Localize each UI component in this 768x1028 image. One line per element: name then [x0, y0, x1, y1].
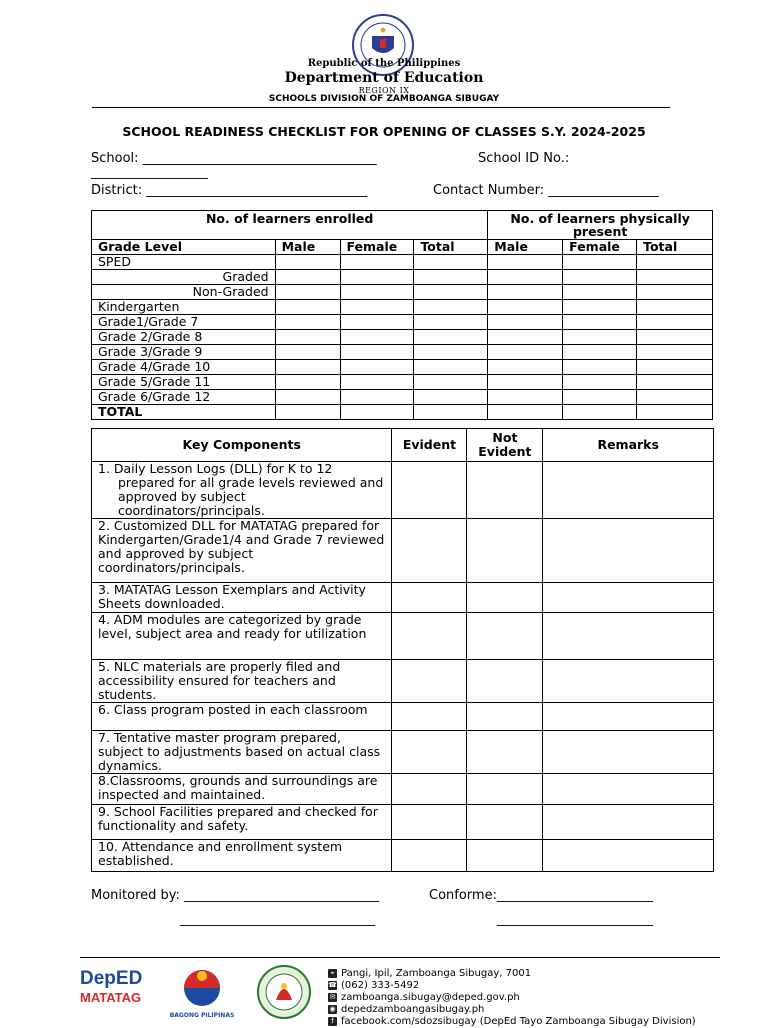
grade-level-cell: Graded	[92, 270, 276, 285]
entry-cell[interactable]	[275, 255, 340, 270]
col-header: Evident	[392, 429, 467, 462]
school-id-label[interactable]: School ID No.:	[478, 151, 570, 166]
entry-cell[interactable]	[563, 285, 637, 300]
table-row	[92, 731, 714, 774]
entry-cell[interactable]	[275, 270, 340, 285]
document-title: SCHOOL READINESS CHECKLIST FOR OPENING OF CLASSES S.Y. 2024-2025	[122, 124, 646, 139]
entry-cell[interactable]	[563, 360, 637, 375]
entry-cell[interactable]	[637, 375, 713, 390]
table-row	[92, 703, 714, 731]
school-field[interactable]: School: ____________________________________	[91, 151, 377, 166]
entry-cell[interactable]	[637, 360, 713, 375]
evident-cell[interactable]	[392, 462, 467, 519]
entry-cell[interactable]	[414, 270, 488, 285]
contact-number-field[interactable]: Contact Number: _________________	[433, 183, 659, 198]
component-cell: 6. Class program posted in each classroom	[92, 703, 392, 731]
bagong-pilipinas-logo	[166, 966, 238, 1018]
remarks-cell[interactable]	[543, 774, 714, 805]
evident-cell[interactable]	[392, 703, 467, 731]
entry-cell[interactable]	[414, 300, 488, 315]
entry-cell[interactable]	[563, 345, 637, 360]
entry-cell[interactable]	[563, 330, 637, 345]
email-icon: ✉	[329, 992, 336, 1001]
region-line: REGION IX	[358, 86, 410, 95]
entry-cell[interactable]	[414, 330, 488, 345]
grade-level-cell: Grade 2/Grade 8	[92, 330, 276, 345]
entry-cell[interactable]	[488, 285, 563, 300]
evident-cell[interactable]	[392, 613, 467, 660]
entry-cell[interactable]	[488, 375, 563, 390]
table-row	[92, 660, 714, 703]
entry-cell[interactable]	[275, 285, 340, 300]
grade-level-cell: Grade 5/Grade 11	[92, 375, 276, 390]
district-field[interactable]: District: __________________________________	[91, 183, 368, 198]
table-row	[92, 300, 713, 315]
remarks-cell[interactable]	[543, 731, 714, 774]
entry-cell[interactable]	[563, 315, 637, 330]
col-header: Male	[275, 240, 340, 255]
header-divider	[92, 107, 670, 108]
entry-cell[interactable]	[563, 390, 637, 405]
remarks-cell[interactable]	[543, 840, 714, 872]
entry-cell[interactable]	[414, 345, 488, 360]
remarks-cell[interactable]	[543, 583, 714, 613]
entry-cell[interactable]	[563, 300, 637, 315]
entry-cell[interactable]	[414, 375, 488, 390]
table-row	[92, 429, 714, 462]
location-icon: ⌖	[328, 969, 337, 978]
republic-line: Republic of the Philippines	[307, 58, 461, 69]
entry-cell[interactable]	[488, 270, 563, 285]
entry-cell[interactable]	[340, 360, 414, 375]
entry-cell[interactable]	[637, 330, 713, 345]
entry-cell[interactable]	[340, 405, 414, 420]
table-row	[92, 211, 713, 240]
facebook-icon: f	[328, 1017, 337, 1026]
enrolled-group-header: No. of learners enrolled	[92, 211, 488, 240]
entry-cell[interactable]	[275, 375, 340, 390]
monitored-by-field[interactable]: Monitored by: ______________________________	[91, 888, 380, 903]
signature-line[interactable]: ________________________	[497, 912, 653, 927]
not-evident-cell[interactable]	[467, 731, 543, 774]
entry-cell[interactable]	[275, 360, 340, 375]
col-header: Female	[340, 240, 414, 255]
entry-cell[interactable]	[488, 315, 563, 330]
entry-cell[interactable]	[340, 285, 414, 300]
conforme-field[interactable]: Conforme:________________________	[429, 888, 653, 903]
entry-cell[interactable]	[488, 300, 563, 315]
table-row	[92, 613, 714, 660]
entry-cell[interactable]	[637, 300, 713, 315]
component-cell: 8.Classrooms, grounds and surroundings are inspected and maintained.	[92, 774, 392, 805]
not-evident-cell[interactable]	[467, 805, 543, 840]
remarks-cell[interactable]	[543, 613, 714, 660]
not-evident-cell[interactable]	[467, 660, 543, 703]
entry-cell[interactable]	[340, 375, 414, 390]
entry-cell[interactable]	[414, 315, 488, 330]
web-text[interactable]: depedzamboangasibugay.ph	[341, 1004, 485, 1015]
entry-cell[interactable]	[275, 315, 340, 330]
col-header: Grade Level	[92, 240, 276, 255]
entry-cell[interactable]	[637, 315, 713, 330]
component-cell: 5. NLC materials are properly filed and accessibility ensured for teachers and students.	[92, 660, 392, 703]
grade-level-cell: Grade 6/Grade 12	[92, 390, 276, 405]
address-text: Pangi, Ipil, Zamboanga Sibugay, 7001	[341, 968, 532, 979]
school-id-line[interactable]: __________________	[91, 165, 208, 180]
evident-cell[interactable]	[392, 583, 467, 613]
table-row	[92, 583, 714, 613]
evident-cell[interactable]	[392, 660, 467, 703]
table-row	[92, 774, 714, 805]
deped-matatag-logo	[80, 968, 156, 1018]
grade-level-cell: Grade 4/Grade 10	[92, 360, 276, 375]
entry-cell[interactable]	[414, 255, 488, 270]
footer-contact	[328, 968, 696, 1028]
evident-cell[interactable]	[392, 731, 467, 774]
entry-cell[interactable]	[488, 345, 563, 360]
grade-level-cell: Non-Graded	[92, 285, 276, 300]
entry-cell[interactable]	[275, 330, 340, 345]
entry-cell[interactable]	[637, 285, 713, 300]
entry-cell[interactable]	[563, 270, 637, 285]
table-row	[92, 285, 713, 300]
grade-level-cell: Grade 3/Grade 9	[92, 345, 276, 360]
phone-text: (062) 333-5492	[341, 980, 420, 991]
deped-logo-text: DepED	[80, 968, 143, 989]
entry-cell[interactable]	[488, 360, 563, 375]
grade-level-cell: SPED	[92, 255, 276, 270]
entry-cell[interactable]	[488, 405, 563, 420]
table-row	[92, 270, 713, 285]
component-cell: 1. Daily Lesson Logs (DLL) for K to 12 prepared for all grade levels reviewed and approved by subject coordinators/principals.	[92, 462, 392, 519]
entry-cell[interactable]	[340, 300, 414, 315]
entry-cell[interactable]	[563, 405, 637, 420]
table-row	[92, 840, 714, 872]
entry-cell[interactable]	[414, 390, 488, 405]
entry-cell[interactable]	[414, 285, 488, 300]
entry-cell[interactable]	[637, 405, 713, 420]
entry-cell[interactable]	[275, 390, 340, 405]
not-evident-cell[interactable]	[467, 583, 543, 613]
evident-cell[interactable]	[392, 774, 467, 805]
component-cell: 2. Customized DLL for MATATAG prepared for Kindergarten/Grade1/4 and Grade 7 reviewed and approved by subject coordinators/principals.	[92, 519, 392, 583]
grade-level-cell: TOTAL	[92, 405, 276, 420]
entry-cell[interactable]	[637, 255, 713, 270]
not-evident-cell[interactable]	[467, 519, 543, 583]
table-row	[92, 519, 714, 583]
learners-table	[91, 210, 713, 420]
web-icon: ◉	[329, 1004, 336, 1013]
entry-cell[interactable]	[414, 360, 488, 375]
entry-cell[interactable]	[637, 345, 713, 360]
facebook-text[interactable]: facebook.com/sdozsibugay (DepEd Tayo Zamboanga Sibugay Division)	[341, 1016, 696, 1027]
email-text[interactable]: zamboanga.sibugay@deped.gov.ph	[341, 992, 520, 1003]
table-row	[92, 375, 713, 390]
entry-cell[interactable]	[340, 345, 414, 360]
entry-cell[interactable]	[275, 345, 340, 360]
entry-cell[interactable]	[340, 390, 414, 405]
entry-cell[interactable]	[488, 390, 563, 405]
entry-cell[interactable]	[637, 270, 713, 285]
signature-line[interactable]: ______________________________	[180, 912, 375, 927]
department-name: Department of Education	[284, 70, 484, 86]
table-row	[92, 315, 713, 330]
col-header: Female	[563, 240, 637, 255]
table-row	[92, 405, 713, 420]
bagong-pilipinas-text: BAGONG PILIPINAS	[169, 1012, 235, 1019]
component-cell: 7. Tentative master program prepared, subject to adjustments based on actual class dynamics.	[92, 731, 392, 774]
entry-cell[interactable]	[414, 405, 488, 420]
bagong-pilipinas-icon	[166, 966, 238, 1008]
present-group-header: No. of learners physically present	[488, 211, 713, 240]
col-header: Total	[637, 240, 713, 255]
not-evident-cell[interactable]	[467, 840, 543, 872]
entry-cell[interactable]	[340, 330, 414, 345]
col-header: Not Evident	[467, 429, 543, 462]
table-row	[92, 360, 713, 375]
entry-cell[interactable]	[563, 255, 637, 270]
table-row	[92, 240, 713, 255]
not-evident-cell[interactable]	[467, 703, 543, 731]
table-row	[92, 462, 714, 519]
col-header: Remarks	[543, 429, 714, 462]
table-row	[92, 330, 713, 345]
component-cell: 4. ADM modules are categorized by grade level, subject area and ready for utilization	[92, 613, 392, 660]
not-evident-cell[interactable]	[467, 774, 543, 805]
entry-cell[interactable]	[275, 300, 340, 315]
entry-cell[interactable]	[340, 315, 414, 330]
evident-cell[interactable]	[392, 840, 467, 872]
entry-cell[interactable]	[488, 255, 563, 270]
remarks-cell[interactable]	[543, 660, 714, 703]
entry-cell[interactable]	[563, 375, 637, 390]
entry-cell[interactable]	[340, 270, 414, 285]
entry-cell[interactable]	[637, 390, 713, 405]
table-row	[92, 805, 714, 840]
not-evident-cell[interactable]	[467, 462, 543, 519]
remarks-cell[interactable]	[543, 462, 714, 519]
grade-level-cell: Kindergarten	[92, 300, 276, 315]
grade-level-cell: Grade1/Grade 7	[92, 315, 276, 330]
entry-cell[interactable]	[488, 330, 563, 345]
entry-cell[interactable]	[340, 255, 414, 270]
entry-cell[interactable]	[275, 405, 340, 420]
component-cell: 3. MATATAG Lesson Exemplars and Activity Sheets downloaded.	[92, 583, 392, 613]
evident-cell[interactable]	[392, 805, 467, 840]
remarks-cell[interactable]	[543, 703, 714, 731]
key-components-table	[91, 428, 714, 872]
component-cell: 9. School Facilities prepared and checked for functionality and safety.	[92, 805, 392, 840]
evident-cell[interactable]	[392, 519, 467, 583]
component-cell: 10. Attendance and enrollment system established.	[92, 840, 392, 872]
footer-divider	[80, 957, 720, 958]
table-row	[92, 345, 713, 360]
remarks-cell[interactable]	[543, 805, 714, 840]
phone-icon: ☎	[328, 980, 337, 989]
col-header: Key Components	[92, 429, 392, 462]
table-row	[92, 390, 713, 405]
matatag-logo-text: MATATAG	[80, 990, 142, 1005]
remarks-cell[interactable]	[543, 519, 714, 583]
col-header: Male	[488, 240, 563, 255]
division-name: SCHOOLS DIVISION OF ZAMBOANGA SIBUGAY	[268, 94, 500, 104]
division-seal-icon	[248, 964, 320, 1020]
not-evident-cell[interactable]	[467, 613, 543, 660]
col-header: Total	[414, 240, 488, 255]
table-row	[92, 255, 713, 270]
